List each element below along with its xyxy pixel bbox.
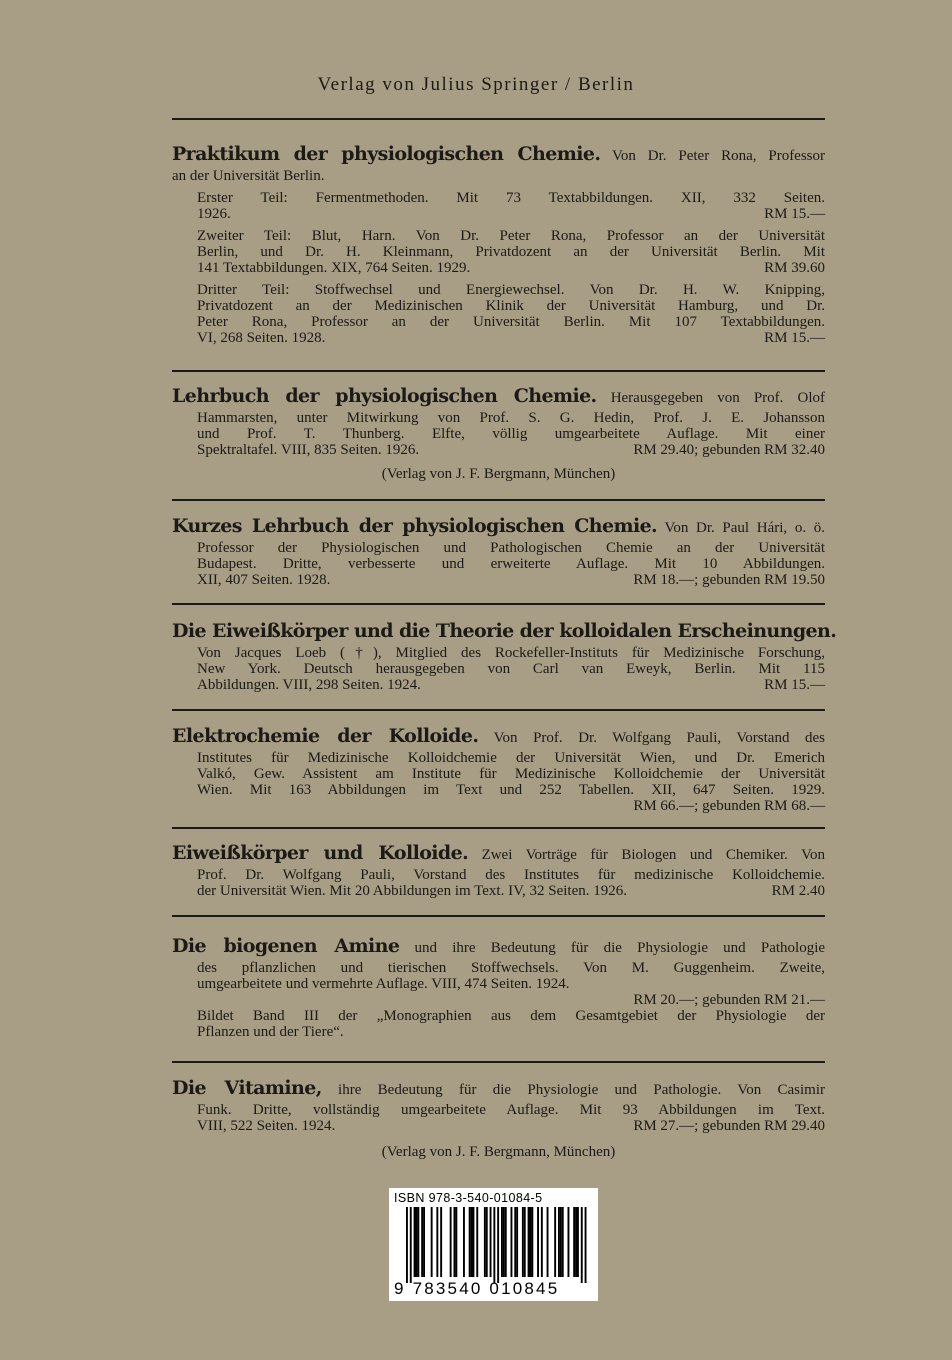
book-author-line: Zwei Vorträge für Biologen und Chemiker. Von [481,847,825,863]
book-text-line: und Prof. T. Thunberg. Elfte, völlig umgearbeitete Auflage. Mit einer [197,426,825,442]
book-text-line: New York. Deutsch herausgegeben von Carl van Eweyk, Berlin. Mit 115 [197,661,825,677]
book-text-line: Von Jacques Loeb (†), Mitglied des Rockefeller-Instituts für Medizinische Forschung, [197,645,825,661]
book-price: RM 18.—; gebunden RM 19.50 [633,572,825,588]
barcode-bar [497,1207,499,1283]
book-price: RM 29.40; gebunden RM 32.40 [633,442,825,458]
barcode-bar [414,1207,416,1277]
barcode-bar [490,1207,492,1277]
barcode-bar [416,1207,418,1277]
barcode-bar [577,1207,579,1277]
barcode-bar [568,1207,570,1277]
book-title: Eiweißkörper und Kolloide. [172,842,469,864]
book-entry-vitamine [172,1077,826,1160]
divider [172,1061,825,1063]
book-price: RM 20.—; gebunden RM 21.— [633,992,825,1008]
divider [172,827,825,829]
barcode-bar [450,1207,452,1277]
barcode-bar [501,1207,503,1277]
publisher-note: (Verlag von J. F. Bergmann, München) [381,1144,616,1160]
publisher-note: (Verlag von J. F. Bergmann, München) [381,466,616,482]
book-text-line: XII, 407 Seiten. 1928. [197,572,331,588]
book-price: RM 39.60 [764,260,825,276]
book-text-line: Valkó, Gew. Assistent am Institute für Medizinische Kolloidchemie der Universität [197,766,825,782]
book-entry-biogenen-amine [172,935,826,1040]
book-text-line: Dritter Teil: Stoffwechsel und Energiewechsel. Von Dr. H. W. Knipping, [197,282,825,298]
barcode-bar [560,1207,562,1277]
book-text-line: des pflanzlichen und tierischen Stoffwechsels. Von M. Guggenheim. Zweite, [197,960,825,976]
book-author-line: Von Dr. Peter Rona, Professor [612,148,826,164]
book-title: Elektrochemie der Kolloide. [172,725,479,747]
barcode-bar [503,1207,505,1277]
book-text-line: Zweiter Teil: Blut, Harn. Von Dr. Peter Rona, Professor an der Universität [197,228,825,244]
divider [172,915,825,917]
book-text-line: Wien. Mit 163 Abbildungen im Text und 252 Tabellen. XII, 647 Seiten. 1929. [197,782,825,798]
book-price: RM 66.—; gebunden RM 68.— [633,798,825,814]
book-price: RM 2.40 [771,883,825,899]
book-text-line: der Universität Wien. Mit 20 Abbildungen im Text. IV, 32 Seiten. 1926. [197,883,627,899]
barcode-bar [423,1207,425,1277]
barcode-bar [410,1207,412,1283]
barcode-bar [484,1207,486,1277]
book-part-3 [172,282,825,346]
book-text-line: Berlin, und Dr. H. Kleinmann, Privatdozent an der Universität Berlin. Mit [197,244,825,260]
barcode-bar [531,1207,533,1277]
book-text-line: 141 Textabbildungen. XIX, 764 Seiten. 1929. [197,260,471,276]
book-entry-praktikum [172,143,826,346]
book-text-line: Pflanzen und der Tiere“. [197,1024,344,1040]
barcode-bar [585,1207,587,1283]
barcode-bars [394,1207,593,1283]
book-entry-eiweisskoerper-theorie [172,620,837,693]
barcode-digits: 9 783540 010845 [394,1279,560,1298]
book-text-line: Peter Rona, Professor an der Universität Berlin. Mit 107 Textabbildungen. [197,314,825,330]
publisher-header: Verlag von Julius Springer / Berlin [317,74,635,95]
barcode-bar [524,1207,526,1277]
book-title: Lehrbuch der physiologischen Chemie. [172,385,597,407]
isbn-label: ISBN 978-3-540-01084-5 [394,1191,543,1205]
book-text-line: Professor der Physiologischen und Pathologischen Chemie an der Universität [197,540,825,556]
barcode-bar [514,1207,516,1277]
book-text-line: Spektraltafel. VIII, 835 Seiten. 1926. [197,442,420,458]
book-text-line: Privatdozent an der Medizinischen Klinik der Universität Hamburg, und Dr. [197,298,825,314]
book-text-line: Hammarsten, unter Mitwirkung von Prof. S. G. Hedin, Prof. J. E. Johansson [197,410,825,426]
book-text-line: umgearbeitete und vermehrte Auflage. VIII, 474 Seiten. 1924. [197,976,570,992]
book-text-line: Funk. Dritte, vollständig umgearbeitete Auflage. Mit 93 Abbildungen im Text. [197,1102,825,1118]
book-text-line: Prof. Dr. Wolfgang Pauli, Vorstand des Institutes für medizinische Kolloidchemie. [197,867,825,883]
book-text-line: 1926. [197,206,231,222]
barcode-bar [493,1207,495,1283]
barcode-bar [473,1207,475,1277]
divider [172,499,825,501]
book-price: RM 27.—; gebunden RM 29.40 [633,1118,825,1134]
barcode-bar [455,1207,457,1277]
book-price: RM 15.— [764,206,825,222]
book-text-line: VI, 268 Seiten. 1928. [197,330,326,346]
book-title: Praktikum der physiologischen Chemie. [172,143,601,165]
barcode-bar [575,1207,577,1277]
book-author-line: Von Prof. Dr. Wolfgang Pauli, Vorstand des [493,730,825,746]
book-text-line: Bildet Band III der „Monographien aus dem Gesamtgebiet der Physiologie der [197,1008,825,1024]
divider [172,709,825,711]
barcode-bar [522,1207,524,1277]
barcode-bar [537,1207,539,1277]
barcode-bar [463,1207,465,1277]
book-entry-kurzes-lehrbuch [172,515,825,588]
book-text-line: an der Universität Berlin. [172,168,325,184]
book-text-line: Abbildungen. VIII, 298 Seiten. 1924. [197,677,421,693]
book-title: Kurzes Lehrbuch der physiologischen Chemie. [172,515,658,537]
book-entry-eiweisskoerper-kolloide [172,842,825,899]
book-author-line: Herausgegeben von Prof. Olof [610,390,826,406]
book-text-line: Institutes für Medizinische Kolloidchemie der Universität Wien, und Dr. Emerich [197,750,825,766]
barcode-bar [562,1207,564,1277]
barcode-bar [547,1207,549,1277]
book-title: Die Vitamine, [172,1077,322,1099]
barcode-bar [417,1207,419,1277]
barcode-bar [511,1207,513,1277]
barcode-bar [505,1207,507,1277]
isbn-barcode [389,1188,598,1301]
divider [172,370,825,372]
book-part-1 [172,190,825,222]
barcode-bar [581,1207,583,1283]
book-title: Die Eiweißkörper und die Theorie der kolloidalen Erscheinungen. [172,620,837,642]
barcode-bar [440,1207,442,1277]
book-title: Die biogenen Amine [172,935,400,957]
divider [172,603,825,605]
book-part-2 [172,228,825,276]
barcode-bar [476,1207,478,1277]
barcode-bar [530,1207,532,1277]
barcode-bar [406,1207,408,1283]
book-price: RM 15.— [764,330,825,346]
barcode-bar [573,1207,575,1277]
barcode-bar [516,1207,518,1277]
divider [172,118,825,120]
book-author-line: Von Dr. Paul Hári, o. ö. [664,520,825,536]
book-entry-lehrbuch [172,385,826,482]
barcode-bar [554,1207,556,1277]
barcode-bar [436,1207,438,1277]
barcode-bar [486,1207,488,1277]
barcode-bar [469,1207,471,1277]
barcode-bar [421,1207,423,1277]
book-author-line: ihre Bedeutung für die Physiologie und Pathologie. Von Casimir [338,1082,826,1098]
barcode-bar [454,1207,456,1277]
book-text-line: VIII, 522 Seiten. 1924. [197,1118,336,1134]
book-entry-elektrochemie [172,725,825,814]
barcode-bar [528,1207,530,1277]
book-text-line: Erster Teil: Fermentmethoden. Mit 73 Textabbildungen. XII, 332 Seiten. [197,190,825,206]
barcode-bar [431,1207,433,1277]
book-price: RM 15.— [764,677,825,693]
book-author-line: und ihre Bedeutung für die Physiologie und Pathologie [414,940,826,956]
book-text-line: Budapest. Dritte, verbesserte und erweiterte Auflage. Mit 10 Abbildungen. [197,556,825,572]
barcode-bar [471,1207,473,1277]
barcode-bar [541,1207,543,1277]
barcode-bar [558,1207,560,1277]
